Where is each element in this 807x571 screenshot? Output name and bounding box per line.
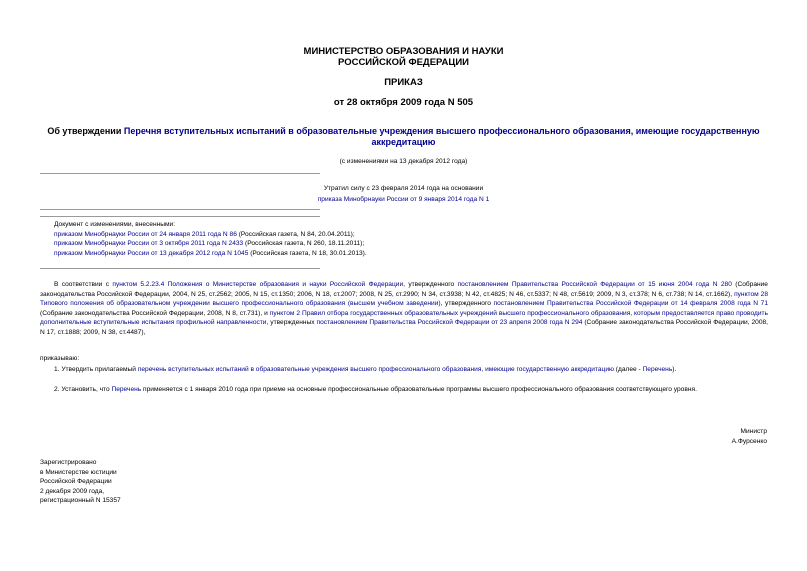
amendments-block	[54, 220, 754, 258]
list-approval-link[interactable]: перечень вступительных испытаний в образовательные учреждения высшего профессионального образования, имеющие государственную аккредитацию	[137, 366, 614, 373]
registration-line: 2 декабря 2009 года,	[40, 487, 105, 495]
list-item: приказом Минобрнауки России от 3 октября 2011 года N 2433 (Российская газета, N 260, 18.11.2011);	[54, 240, 365, 248]
document-type: ПРИКАЗ	[384, 77, 423, 88]
ref-link-typical-provision[interactable]: пунктом 28 Типового положения об образовательном учреждении высшего профессионального образования (высшем учебном заведении)	[40, 290, 768, 307]
lost-force-link-row	[0, 195, 807, 204]
signature-position: Министр	[740, 428, 767, 435]
amendment-link-1[interactable]: приказом Минобрнауки России от 24 января 2011 года N 86	[54, 230, 237, 238]
list-short-link[interactable]: Перечень	[642, 366, 673, 373]
divider	[40, 209, 320, 210]
document-title	[40, 126, 767, 148]
divider	[40, 173, 320, 174]
preamble-paragraph: В соответствии с пунктом 5.2.23.4 Положения о Министерстве образования и науки Российской Федерации, утвержденного постановлением Правительства Российской Федерации от 15 июня 2004 года N 280 (Собрание законодательства Российской Федерации, 2004, N 25, ст.2562; 2005, N 15, ст.1350; 2006, N 18, ст.2007; 2008, N 25, ст.2990; N 34, ст.3938; N 42, ст.4825; N 46, ст.5337; N 48, ст.5619; 2009, N 3, ст.378; N 6, ст.738; N 14, ст.1662), пунктом 28 Типового положения об образовательном учреждении высшего профессионального образования (высшем учебном заведении), утвержденного постановлением Правительства Российской Федерации от 14 февраля 2008 года N 71 (Собрание законодательства Российской Федерации, 2008, N 8, ст.731), и пунктом 2 Правил отбора государственных образовательных учреждений высшего профессионального образования, которым предоставляется право проводить дополнительные вступительные испытания профильной направленности, утвержденных постановлением Правительства Российской Федерации от 23 апреля 2008 года N 294 (Собрание законодательства Российской Федерации, 2008, N 17, ст.1888; 2009, N 38, ст.4487),	[40, 281, 769, 336]
ref-link-selection-rules[interactable]: пунктом 2 Правил отбора государственных образовательных учреждений высшего профессионального образования, которым предоставляется право проводить дополнительные вступительные испытания профильной направленности	[40, 309, 768, 326]
ref-link-regulation[interactable]: пунктом 5.2.23.4 Положения о Министерстве образования и науки Российской Федерации	[112, 281, 404, 288]
divider	[40, 268, 320, 269]
divider	[40, 216, 320, 217]
order-word: приказываю:	[40, 355, 80, 362]
ref-link-decree-294[interactable]: постановлением Правительства Российской Федерации от 23 апреля 2008 года N 294	[316, 319, 583, 326]
ministry-name-line1: МИНИСТЕРСТВО ОБРАЗОВАНИЯ И НАУКИ	[303, 46, 504, 57]
title-prefix: Об утверждении	[47, 126, 124, 136]
amendment-link-3[interactable]: приказом Минобрнауки России от 13 декабря 2012 года N 1045	[54, 249, 249, 257]
registration-block	[40, 458, 121, 506]
order-item-2: 2. Установить, что Перечень применяется с 1 января 2010 года при приеме на основные профессиональные образовательные программы высшего профессионального образования соответствующего уровня.	[54, 386, 697, 393]
signature-name: А.Фурсенко	[731, 437, 767, 445]
ref-link-decree-71[interactable]: постановлением Правительства Российской Федерации от 14 февраля 2008 года N 71	[493, 300, 768, 307]
changes-note: (с изменениями на 13 декабря 2012 года)	[339, 158, 468, 165]
registration-line: Зарегистрировано	[40, 459, 97, 466]
amendments-intro: Документ с изменениями, внесенными:	[54, 221, 176, 228]
lost-force-link[interactable]: приказа Минобрнауки России от 9 января 2014 года N 1	[317, 196, 490, 203]
list-item: приказом Минобрнауки России от 13 декабря 2012 года N 1045 (Российская газета, N 18, 30.01.2013).	[54, 249, 367, 257]
amendment-link-2[interactable]: приказом Минобрнауки России от 3 октября 2011 года N 2433	[54, 240, 244, 248]
list-link-item2[interactable]: Перечень	[111, 386, 142, 393]
registration-line: в Министерстве юстиции	[40, 468, 117, 476]
list-item: приказом Минобрнауки России от 24 января 2011 года N 86 (Российская газета, N 84, 20.04.2011);	[54, 230, 355, 238]
signature-block	[732, 427, 767, 446]
document-date: от 28 октября 2009 года N 505	[333, 97, 474, 108]
registration-line: регистрационный N 15357	[40, 497, 121, 505]
title-link[interactable]: Перечня вступительных испытаний в образовательные учреждения высшего профессионального образования, имеющие государственную аккредитацию	[123, 126, 760, 147]
ref-link-decree-280[interactable]: постановлением Правительства Российской Федерации от 15 июня 2004 года N 280	[457, 281, 732, 288]
registration-line: Российской Федерации	[40, 478, 112, 486]
ministry-name-line2: РОССИЙСКОЙ ФЕДЕРАЦИИ	[337, 57, 469, 68]
order-item-1: 1. Утвердить прилагаемый перечень вступительных испытаний в образовательные учреждения высшего профессионального образования, имеющие государственную аккредитацию (далее - Перечень).	[54, 366, 677, 373]
lost-force-text: Утратил силу с 23 февраля 2014 года на основании	[323, 185, 484, 192]
